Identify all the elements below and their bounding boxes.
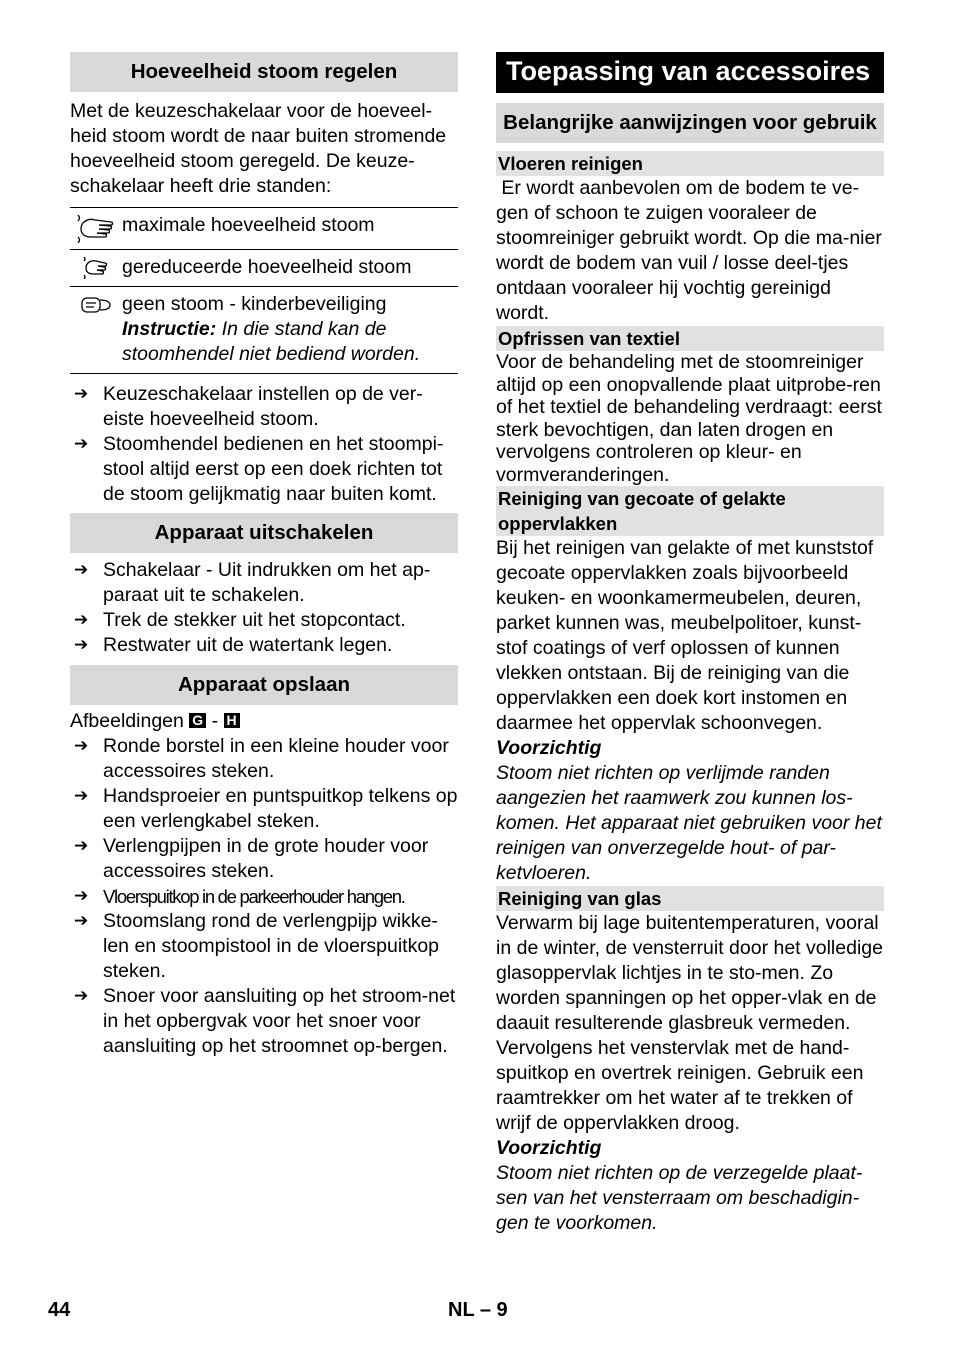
glass-caution-label: Voorzichtig <box>496 1137 602 1159</box>
max-steam-icon <box>70 213 122 243</box>
textile-heading: Opfrissen van textiel <box>496 326 884 351</box>
important-notes-heading: Belangrijke aanwijzingen voor gebruik <box>496 103 884 143</box>
mode-row-reduced <box>70 249 458 286</box>
instruction-text: In die stand kan de stoomhendel niet bediend worden. <box>122 318 421 365</box>
steam-heading: Hoeveelheid stoom regelen <box>70 52 458 92</box>
left-column <box>70 52 458 1059</box>
page-title: Toepassing van accessoires <box>496 52 884 93</box>
floors-heading: Vloeren reinigen <box>496 151 884 176</box>
mode-label: geen stoom - kinderbeveiliging <box>122 293 387 315</box>
steam-intro: Met de keuzeschakelaar voor de hoeveel-heid stoom wordt de naar buiten stromende hoeveelheid stoom geregeld. De keuze-schakelaar heeft drie standen: <box>70 100 447 197</box>
instruction-label: Instructie: <box>122 318 217 340</box>
figures-ref <box>70 709 458 734</box>
list-item: ➔ Stoomslang rond de verlengpijp wikke-len en stoompistool in de vloerspuitkop steken. <box>70 909 458 984</box>
section-page-label: NL – 9 <box>448 1299 508 1321</box>
glass-text-1: Verwarm bij lage buitentemperaturen, vooral in de winter, de vensterruit door het volledige glasoppervlak lichtjes in te sto-men. Zo worden spanningen op het opper-vlak en de daauit resulterende glasbreuk vermeden. <box>496 912 883 1034</box>
list-item: ➔ Vloerspuitkop in de parkeerhouder hangen. <box>70 884 458 909</box>
steam-steps <box>70 382 458 507</box>
off-heading: Apparaat uitschakelen <box>70 513 458 553</box>
store-heading: Apparaat opslaan <box>70 665 458 705</box>
list-item: ➔ Verlengpijpen in de grote houder voor accessoires steken. <box>70 834 458 884</box>
glass-heading: Reiniging van glas <box>496 886 884 911</box>
store-steps <box>70 734 458 1059</box>
figure-separator: - <box>206 710 224 732</box>
right-column <box>496 52 888 1236</box>
mode-row-off <box>70 286 458 373</box>
list-item: ➔ Handsproeier en puntspuitkop telkens op een verlengkabel steken. <box>70 784 458 834</box>
figures-label: Afbeeldingen <box>70 710 184 732</box>
figure-badge-h: H <box>224 713 240 728</box>
list-item: ➔ Keuzeschakelaar instellen op de ver-eiste hoeveelheid stoom. <box>70 382 458 432</box>
mode-label: gereduceerde hoeveelheid stoom <box>122 256 412 278</box>
list-item: ➔ Ronde borstel in een kleine houder voor accessoires steken. <box>70 734 458 784</box>
coated-heading: Reiniging van gecoate of gelakte oppervlakken <box>496 486 884 536</box>
page-number: 44 <box>48 1299 71 1321</box>
floors-text: Er wordt aanbevolen om de bodem te ve-gen of schoon te zuigen vooraleer de stoomreiniger gebruikt wordt. Op die ma-nier wordt de bodem van vuil / losse deel-tjes ontdaan vooraleer hij vochtig gereinigd wordt. <box>496 177 888 324</box>
list-item: ➔ Snoer voor aansluiting op het stroom-net in het opbergvak voor het snoer voor aansluiting op het stroomnet op-bergen. <box>70 984 458 1059</box>
no-steam-lock-icon <box>70 292 122 316</box>
mode-label: maximale hoeveelheid stoom <box>122 214 375 236</box>
list-item: ➔ Trek de stekker uit het stopcontact. <box>70 608 458 633</box>
mode-row-max <box>70 208 458 249</box>
list-item: ➔ Schakelaar - Uit indrukken om het ap-paraat uit te schakelen. <box>70 558 458 608</box>
reduced-steam-icon <box>70 255 122 279</box>
figure-badge-g: G <box>189 713 206 728</box>
textile-text: Voor de behandeling met de stoomreiniger altijd op een onopvallende plaat uitprobe-ren of het textiel de behandeling verdraagt: eerst sterk bevochtigen, dan laten drogen en vervolgens controleren op kleur- en vormveranderingen. <box>496 351 882 486</box>
steam-mode-table <box>70 207 458 374</box>
coated-caution-label: Voorzichtig <box>496 737 602 759</box>
list-item: ➔ Stoomhendel bedienen en het stoompi-stool altijd eerst op een doek richten tot de stoom gelijkmatig naar buiten komt. <box>70 432 458 507</box>
list-item: ➔ Restwater uit de watertank legen. <box>70 633 458 658</box>
glass-text-2: Vervolgens het venstervlak met de hand-spuitkop en overtrek reinigen. Gebruik een raamtrekker om het water af te trekken of wrijf de oppervlakken droog. <box>496 1037 864 1134</box>
glass-caution-text: Stoom niet richten op de verzegelde plaat-sen van het vensterraam om beschadigin-gen te voorkomen. <box>496 1162 863 1234</box>
coated-caution-text: Stoom niet richten op verlijmde randen aangezien het raamwerk zou kunnen los-komen. Het apparaat niet gebruiken voor het reinigen van onverzegelde hout- of par-ketvloeren. <box>496 762 882 884</box>
off-steps <box>70 558 458 658</box>
coated-text: Bij het reinigen van gelakte of met kunststof gecoate oppervlakken zoals bijvoorbeeld keuken- en woonkamermeubelen, deuren, parket kunnen was, meubelpolitoer, kunst-stof coatings of verf oplossen of kunnen vlekken ontstaan. Bij de reiniging van die oppervlakken een doek kort instomen en daarmee het oppervlak schoonvegen. <box>496 537 874 734</box>
